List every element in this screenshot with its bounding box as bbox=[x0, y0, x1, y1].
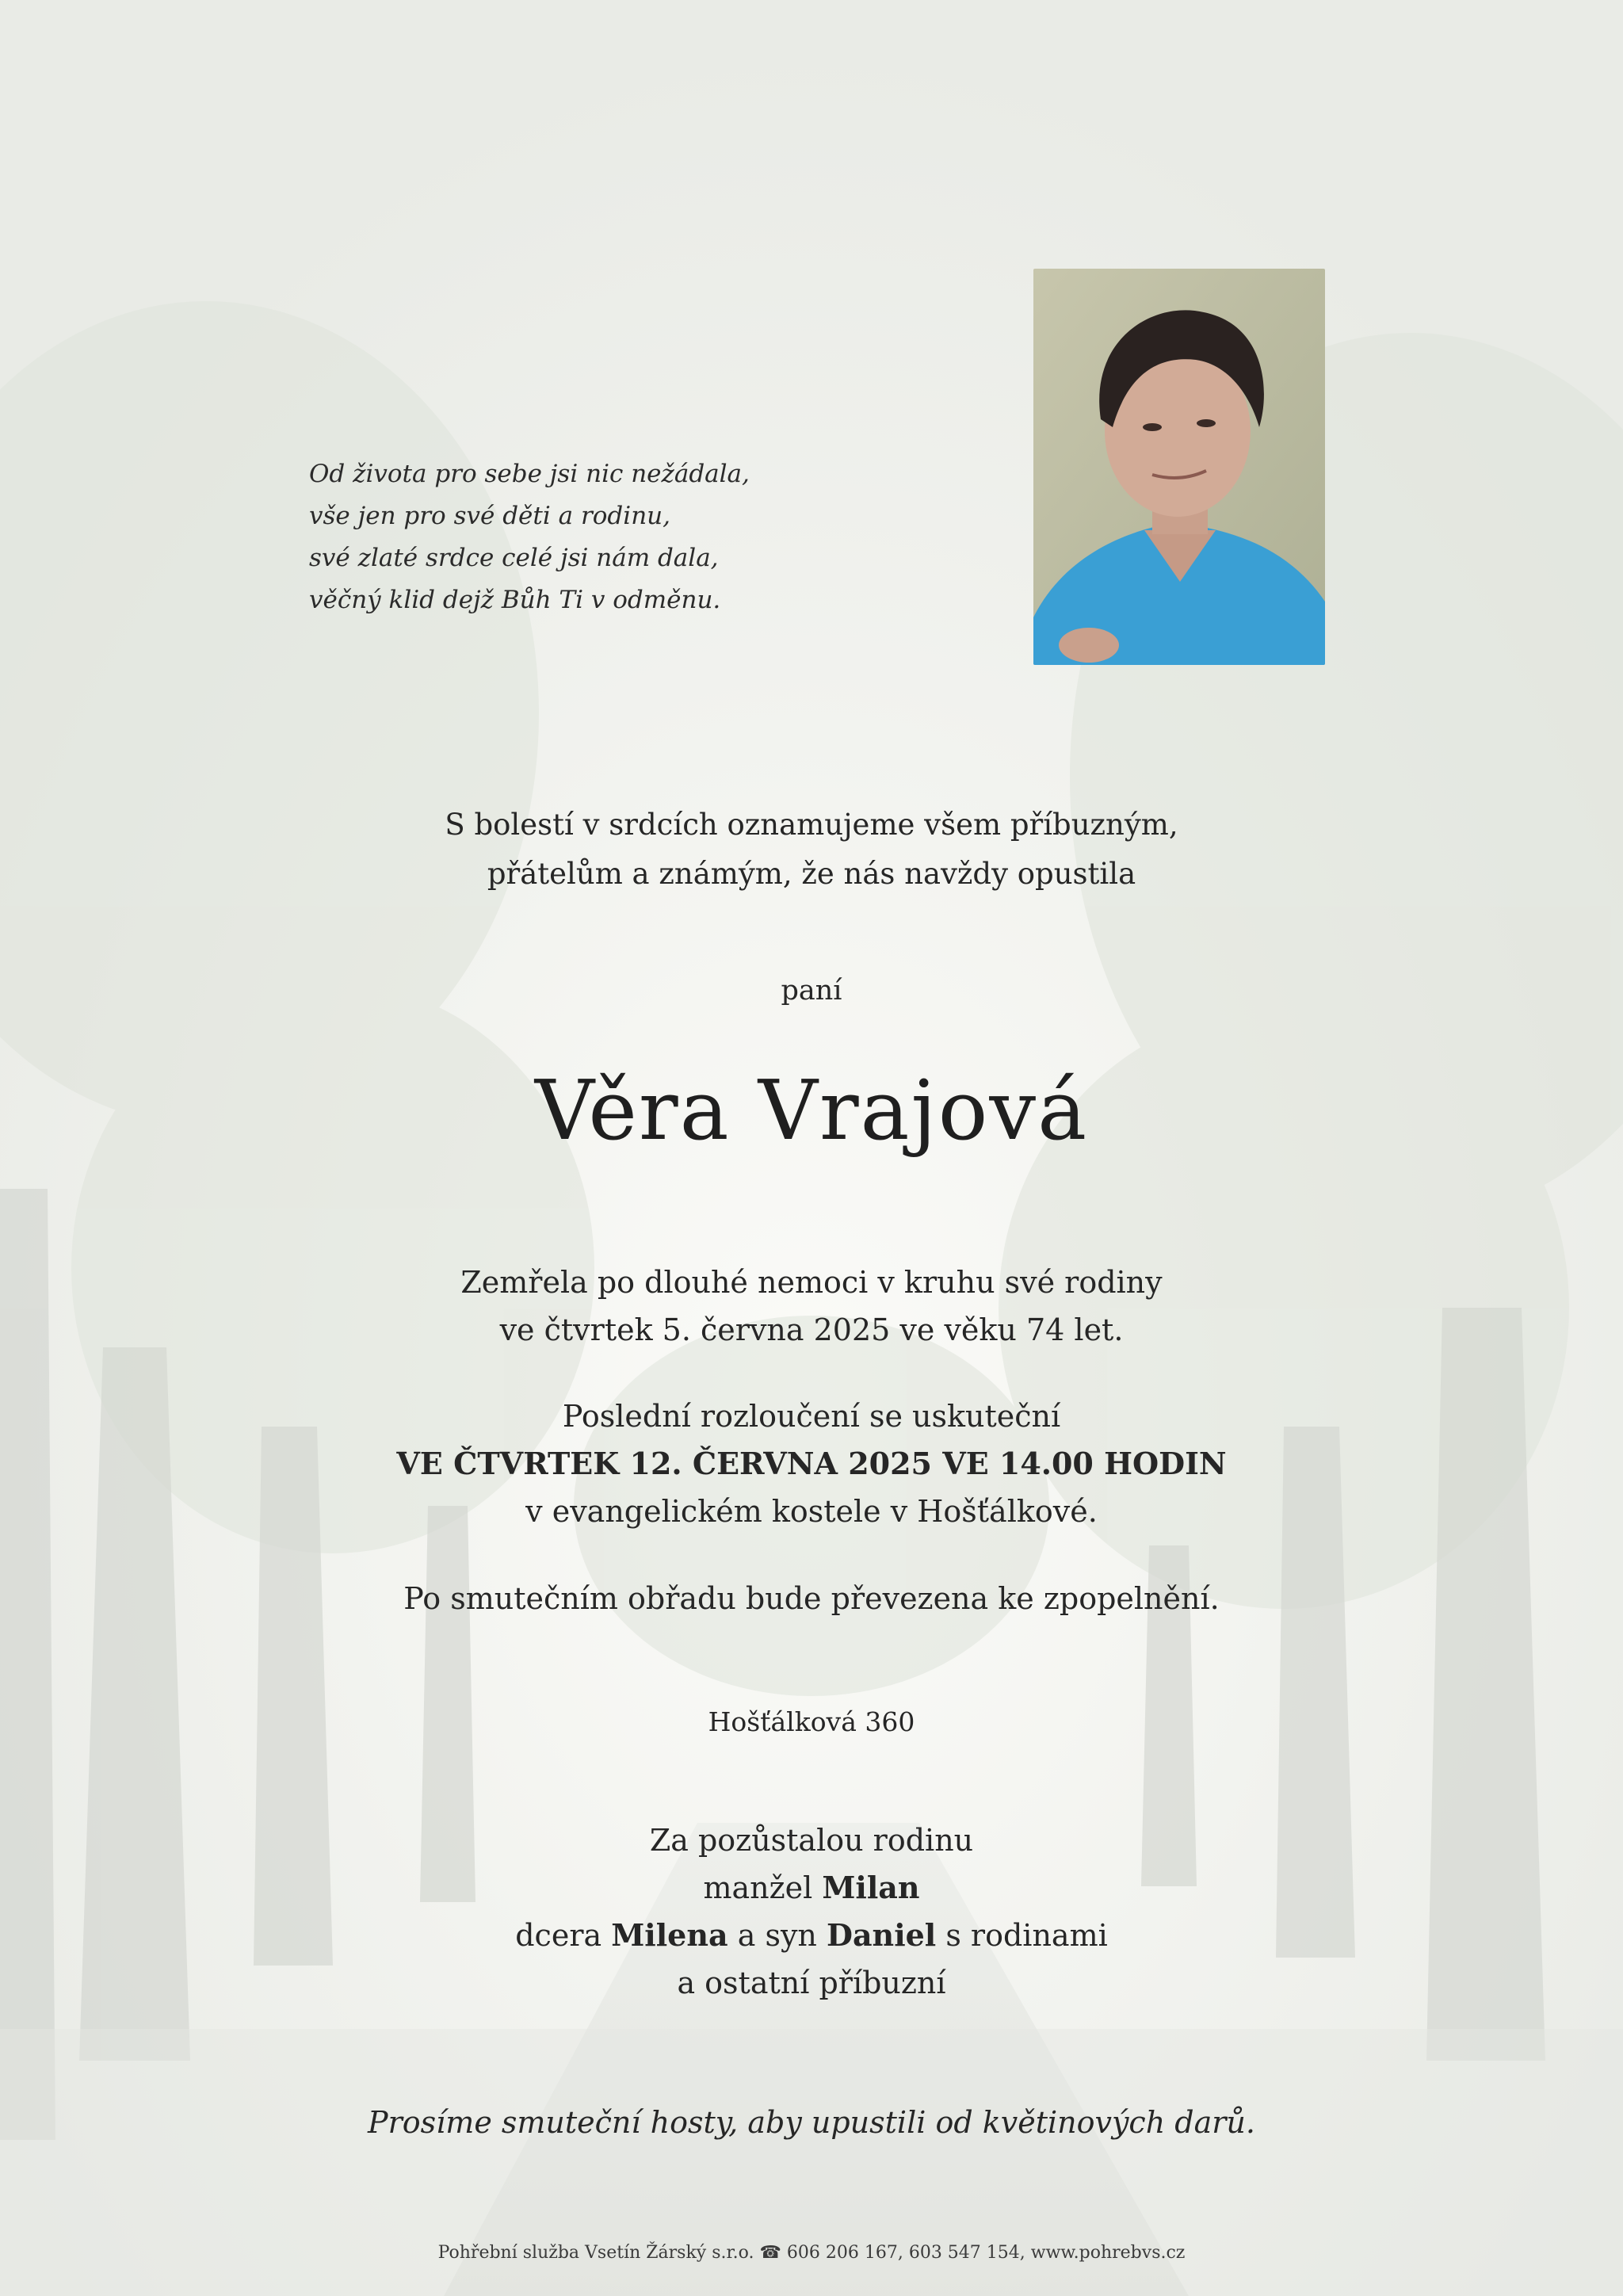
funeral-service-footer bbox=[0, 2243, 1623, 2263]
farewell-date: VE ČTVRTEK 12. ČERVNA 2025 VE 14.00 HODIN bbox=[396, 1446, 1227, 1481]
death-info bbox=[0, 1259, 1623, 1354]
family-line: Za pozůstalou rodinu bbox=[649, 1823, 974, 1858]
announcement-line: přátelům a známým, že nás navždy opustila bbox=[487, 857, 1136, 891]
portrait-photo bbox=[1033, 269, 1325, 665]
daughter-label: dcera bbox=[515, 1918, 602, 1953]
deceased-name: Věra Vrajová bbox=[534, 1062, 1089, 1159]
poem-line: věčný klid dejž Bůh Ti v odměnu. bbox=[309, 586, 721, 614]
memorial-poem bbox=[309, 453, 750, 621]
company-name: Pohřební služba Vsetín Žárský s.r.o. bbox=[437, 2243, 754, 2263]
husband-name: Milan bbox=[822, 1870, 920, 1905]
farewell-info bbox=[0, 1392, 1623, 1535]
daughter-name: Milena bbox=[611, 1917, 728, 1953]
family-line bbox=[0, 1912, 1623, 1959]
death-line: ve čtvrtek 5. června 2025 ve věku 74 let. bbox=[499, 1312, 1124, 1347]
farewell-line: Poslední rozloučení se uskuteční bbox=[562, 1399, 1061, 1434]
contact-info: 606 206 167, 603 547 154, www.pohrebvs.cz bbox=[786, 2243, 1186, 2263]
farewell-place: v evangelickém kostele v Hošťálkové. bbox=[525, 1494, 1098, 1529]
family-signature bbox=[0, 1817, 1623, 2007]
husband-label: manžel bbox=[703, 1870, 813, 1905]
phone-icon: ☎ bbox=[759, 2243, 781, 2263]
honorific: paní bbox=[781, 975, 842, 1007]
son-name: Daniel bbox=[826, 1917, 937, 1953]
announcement-text bbox=[0, 800, 1623, 899]
poem-line: vše jen pro své děti a rodinu, bbox=[309, 502, 670, 530]
flower-request: Prosíme smuteční hosty, aby upustili od květinových darů. bbox=[368, 2105, 1255, 2140]
families-label: s rodinami bbox=[945, 1918, 1108, 1953]
family-line: a ostatní příbuzní bbox=[677, 1966, 946, 2000]
death-line: Zemřela po dlouhé nemoci v kruhu své rodiny bbox=[460, 1265, 1163, 1300]
family-address: Hošťálková 360 bbox=[708, 1706, 915, 1737]
announcement-line: S bolestí v srdcích oznamujeme všem příbuzným, bbox=[445, 808, 1178, 842]
family-line bbox=[0, 1864, 1623, 1912]
son-label: a syn bbox=[737, 1918, 817, 1953]
cremation-note: Po smutečním obřadu bude převezena ke zpopelnění. bbox=[403, 1581, 1220, 1616]
poem-line: Od života pro sebe jsi nic nežádala, bbox=[309, 460, 750, 488]
poem-line: své zlaté srdce celé jsi nám dala, bbox=[309, 544, 719, 572]
